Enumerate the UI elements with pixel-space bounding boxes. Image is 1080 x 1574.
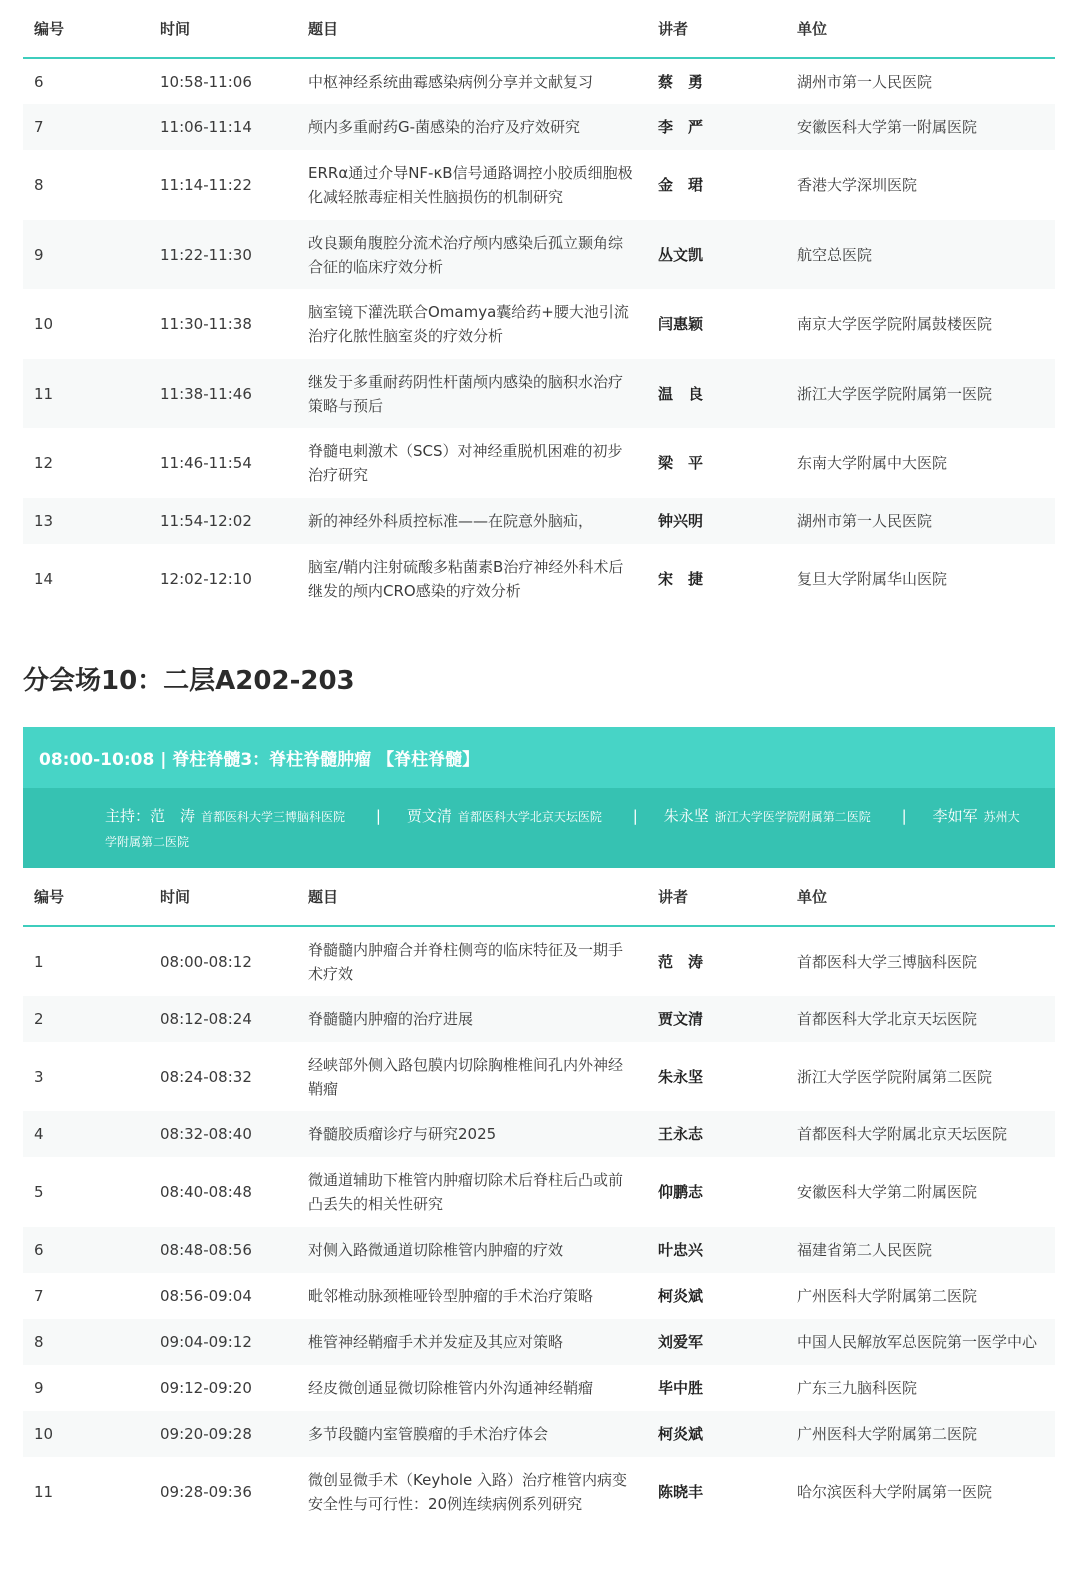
header-title: 题目 [297,0,647,58]
cell-number: 11 [34,1483,54,1501]
host-name: 范 涛 [150,807,196,825]
cell-unit: 航空总医院 [786,220,1055,289]
host-institution: 首都医科大学北京天坛医院 [457,810,602,824]
cell-time: 09:20-09:28 [149,1411,297,1457]
cell-unit: 东南大学附属中大医院 [797,454,948,472]
cell-speaker: 刘爱军 [647,1319,786,1365]
cell-speaker: 钟兴明 [647,498,786,544]
table-row [23,359,1055,428]
cell-unit: 湖州市第一人民医院 [786,498,1055,544]
cell-title: 中枢神经系统曲霉感染病例分享并文献复习 [308,72,594,91]
cell-number: 9 [34,1379,44,1397]
cell-unit: 首都医科大学北京天坛医院 [786,996,1055,1042]
table-row [23,1157,1055,1227]
cell-title: 毗邻椎动脉颈椎哑铃型肿瘤的手术治疗策略 [308,1287,594,1305]
host-name: 朱永坚 [663,807,709,825]
host-separator: | [632,807,638,825]
cell-title: 脊髓髓内肿瘤的治疗进展 [297,996,647,1042]
schedule-table-1-container [23,0,1055,613]
cell-title: 继发于多重耐药阴性杆菌颅内感染的脑积水治疗策略与预后 [297,359,647,428]
cell-speaker: 陈晓丰 [658,1483,704,1501]
cell-title: 经峡部外侧入路包膜内切除胸椎椎间孔内外神经鞘瘤 [308,1055,624,1098]
cell-number: 9 [23,220,149,289]
cell-title: ERRα通过介导NF-κB信号通路调控小胶质细胞极化减轻脓毒症相关性脑损伤的机制研究 [308,164,633,206]
cell-time: 08:00-08:12 [160,952,252,971]
cell-number: 3 [34,1067,44,1086]
cell-time: 08:24-08:32 [160,1067,252,1086]
cell-speaker: 梁 平 [658,454,704,472]
cell-number: 7 [23,104,149,150]
table-row [23,428,1055,498]
cell-number: 1 [34,952,44,971]
host-label: 主持： [105,807,151,825]
table-row [23,498,1055,544]
cell-unit: 福建省第二人民医院 [786,1227,1055,1273]
cell-time: 08:40-08:48 [160,1183,252,1201]
table-row [23,220,1055,289]
schedule-table-1 [23,0,1055,613]
cell-speaker: 王永志 [647,1111,786,1157]
cell-time: 08:56-09:04 [160,1287,252,1305]
cell-title: 椎管神经鞘瘤手术并发症及其应对策略 [297,1319,647,1365]
session-banner-title: 08:00-10:08 | 脊柱脊髓3：脊柱脊髓肿瘤 【脊柱脊髓】 [23,727,1055,788]
cell-number: 10 [23,1411,149,1457]
cell-unit: 广州医科大学附属第二医院 [797,1287,978,1305]
cell-speaker: 蔡 勇 [658,72,704,91]
cell-time: 11:06-11:14 [149,104,297,150]
cell-title: 对侧入路微通道切除椎管内肿瘤的疗效 [297,1227,647,1273]
host-institution: 浙江大学医学院附属第二医院 [714,810,871,824]
cell-unit: 中国人民解放军总医院第一医学中心 [786,1319,1055,1365]
header-speaker: 讲者 [647,0,786,58]
cell-time: 09:04-09:12 [149,1319,297,1365]
cell-number: 6 [34,72,44,91]
cell-speaker: 贾文清 [647,996,786,1042]
header-speaker: 讲者 [647,868,786,926]
header-title: 题目 [297,868,647,926]
table-row [23,1273,1055,1319]
table-row [23,1319,1055,1365]
cell-speaker: 朱永坚 [658,1067,704,1086]
table-row [23,58,1055,104]
cell-title: 脑室镜下灌洗联合Omamya囊给药+腰大池引流治疗化脓性脑室炎的疗效分析 [308,303,629,345]
cell-number: 7 [34,1287,44,1305]
cell-speaker: 金 珺 [658,176,704,194]
table-header-row [23,0,1055,58]
cell-time: 08:32-08:40 [149,1111,297,1157]
cell-title: 微创显微手术（Keyhole 入路）治疗椎管内病变安全性与可行性：20例连续病例系列研究 [308,1471,628,1513]
cell-number: 14 [34,569,54,588]
cell-speaker: 柯炎斌 [647,1411,786,1457]
cell-number: 13 [23,498,149,544]
cell-title: 新的神经外科质控标准——在院意外脑疝， [297,498,647,544]
cell-speaker: 柯炎斌 [658,1287,704,1305]
cell-unit: 广东三九脑科医院 [797,1379,918,1397]
cell-number: 5 [34,1183,44,1201]
cell-unit: 哈尔滨医科大学附属第一医院 [797,1483,993,1501]
table-row [23,1365,1055,1411]
table-row [23,104,1055,150]
cell-time: 11:14-11:22 [160,176,252,194]
cell-unit: 复旦大学附属华山医院 [797,569,948,588]
host-separator: | [901,807,907,825]
cell-number: 12 [34,454,54,472]
host-name: 李如军 [932,807,978,825]
cell-speaker: 闫惠颖 [658,315,704,333]
cell-time: 08:48-08:56 [149,1227,297,1273]
table-row [23,926,1055,996]
table-row [23,1411,1055,1457]
cell-speaker: 宋 捷 [658,569,704,588]
host-separator: | [375,807,381,825]
header-number: 编号 [23,0,149,58]
cell-unit: 浙江大学医学院附属第二医院 [797,1067,993,1086]
cell-time: 11:54-12:02 [149,498,297,544]
cell-time: 10:58-11:06 [160,72,252,91]
cell-title: 脊髓髓内肿瘤合并脊柱侧弯的临床特征及一期手术疗效 [308,940,624,983]
cell-title: 脑室/鞘内注射硫酸多粘菌素B治疗神经外科术后继发的颅内CRO感染的疗效分析 [308,557,624,600]
cell-title: 微通道辅助下椎管内肿瘤切除术后脊柱后凸或前凸丢失的相关性研究 [308,1171,624,1213]
cell-unit: 首都医科大学三博脑科医院 [797,952,978,971]
cell-title: 改良颞角腹腔分流术治疗颅内感染后孤立颞角综合征的临床疗效分析 [297,220,647,289]
host-institution: 苏州大学附属第二医院 [105,810,1020,849]
cell-time: 11:46-11:54 [160,454,252,472]
cell-speaker: 丛文凯 [647,220,786,289]
session-hosts [23,788,1055,868]
section-title: 分会场10：二层A202-203 [23,666,355,696]
cell-time: 09:12-09:20 [160,1379,252,1397]
table-row [23,150,1055,220]
cell-title: 多节段髓内室管膜瘤的手术治疗体会 [297,1411,647,1457]
cell-number: 6 [23,1227,149,1273]
cell-time: 11:38-11:46 [149,359,297,428]
cell-unit: 安徽医科大学第一附属医院 [786,104,1055,150]
cell-title: 颅内多重耐药G-菌感染的治疗及疗效研究 [297,104,647,150]
cell-speaker: 仰鹏志 [658,1183,704,1201]
cell-number: 4 [23,1111,149,1157]
cell-speaker: 毕中胜 [658,1379,704,1397]
header-number: 编号 [23,868,149,926]
cell-time: 11:30-11:38 [160,315,252,333]
cell-number: 8 [34,176,44,194]
cell-number: 8 [23,1319,149,1365]
cell-number: 2 [23,996,149,1042]
header-time: 时间 [149,0,297,58]
cell-number: 11 [23,359,149,428]
session-banner [23,727,1055,868]
cell-unit: 浙江大学医学院附属第一医院 [786,359,1055,428]
host-name: 贾文清 [406,807,452,825]
host-institution: 首都医科大学三博脑科医院 [201,810,346,824]
cell-unit: 香港大学深圳医院 [797,176,918,194]
cell-unit: 南京大学医学院附属鼓楼医院 [797,315,993,333]
cell-speaker: 叶忠兴 [647,1227,786,1273]
header-unit: 单位 [786,0,1055,58]
header-unit: 单位 [786,868,1055,926]
schedule-table-2-container [23,868,1055,1527]
table-row [23,996,1055,1042]
cell-number: 10 [34,315,54,333]
cell-unit: 湖州市第一人民医院 [797,72,933,91]
table-row [23,544,1055,613]
header-time: 时间 [149,868,297,926]
table-row [23,1457,1055,1527]
cell-unit: 广州医科大学附属第二医院 [786,1411,1055,1457]
table-row [23,1111,1055,1157]
cell-title: 经皮微创通显微切除椎管内外沟通神经鞘瘤 [308,1379,594,1397]
cell-time: 11:22-11:30 [149,220,297,289]
cell-speaker: 范 涛 [658,952,704,971]
cell-time: 12:02-12:10 [160,569,252,588]
cell-speaker: 李 严 [647,104,786,150]
cell-time: 09:28-09:36 [160,1483,252,1501]
cell-time: 08:12-08:24 [149,996,297,1042]
cell-unit: 安徽医科大学第二附属医院 [797,1183,978,1201]
cell-unit: 首都医科大学附属北京天坛医院 [786,1111,1055,1157]
table-row [23,1042,1055,1111]
cell-speaker: 温 良 [647,359,786,428]
table-row [23,1227,1055,1273]
cell-title: 脊髓电刺激术（SCS）对神经重脱机困难的初步治疗研究 [308,442,623,484]
table-header-row [23,868,1055,926]
schedule-table-2 [23,868,1055,1527]
cell-title: 脊髓胶质瘤诊疗与研究2025 [297,1111,647,1157]
table-row [23,289,1055,359]
